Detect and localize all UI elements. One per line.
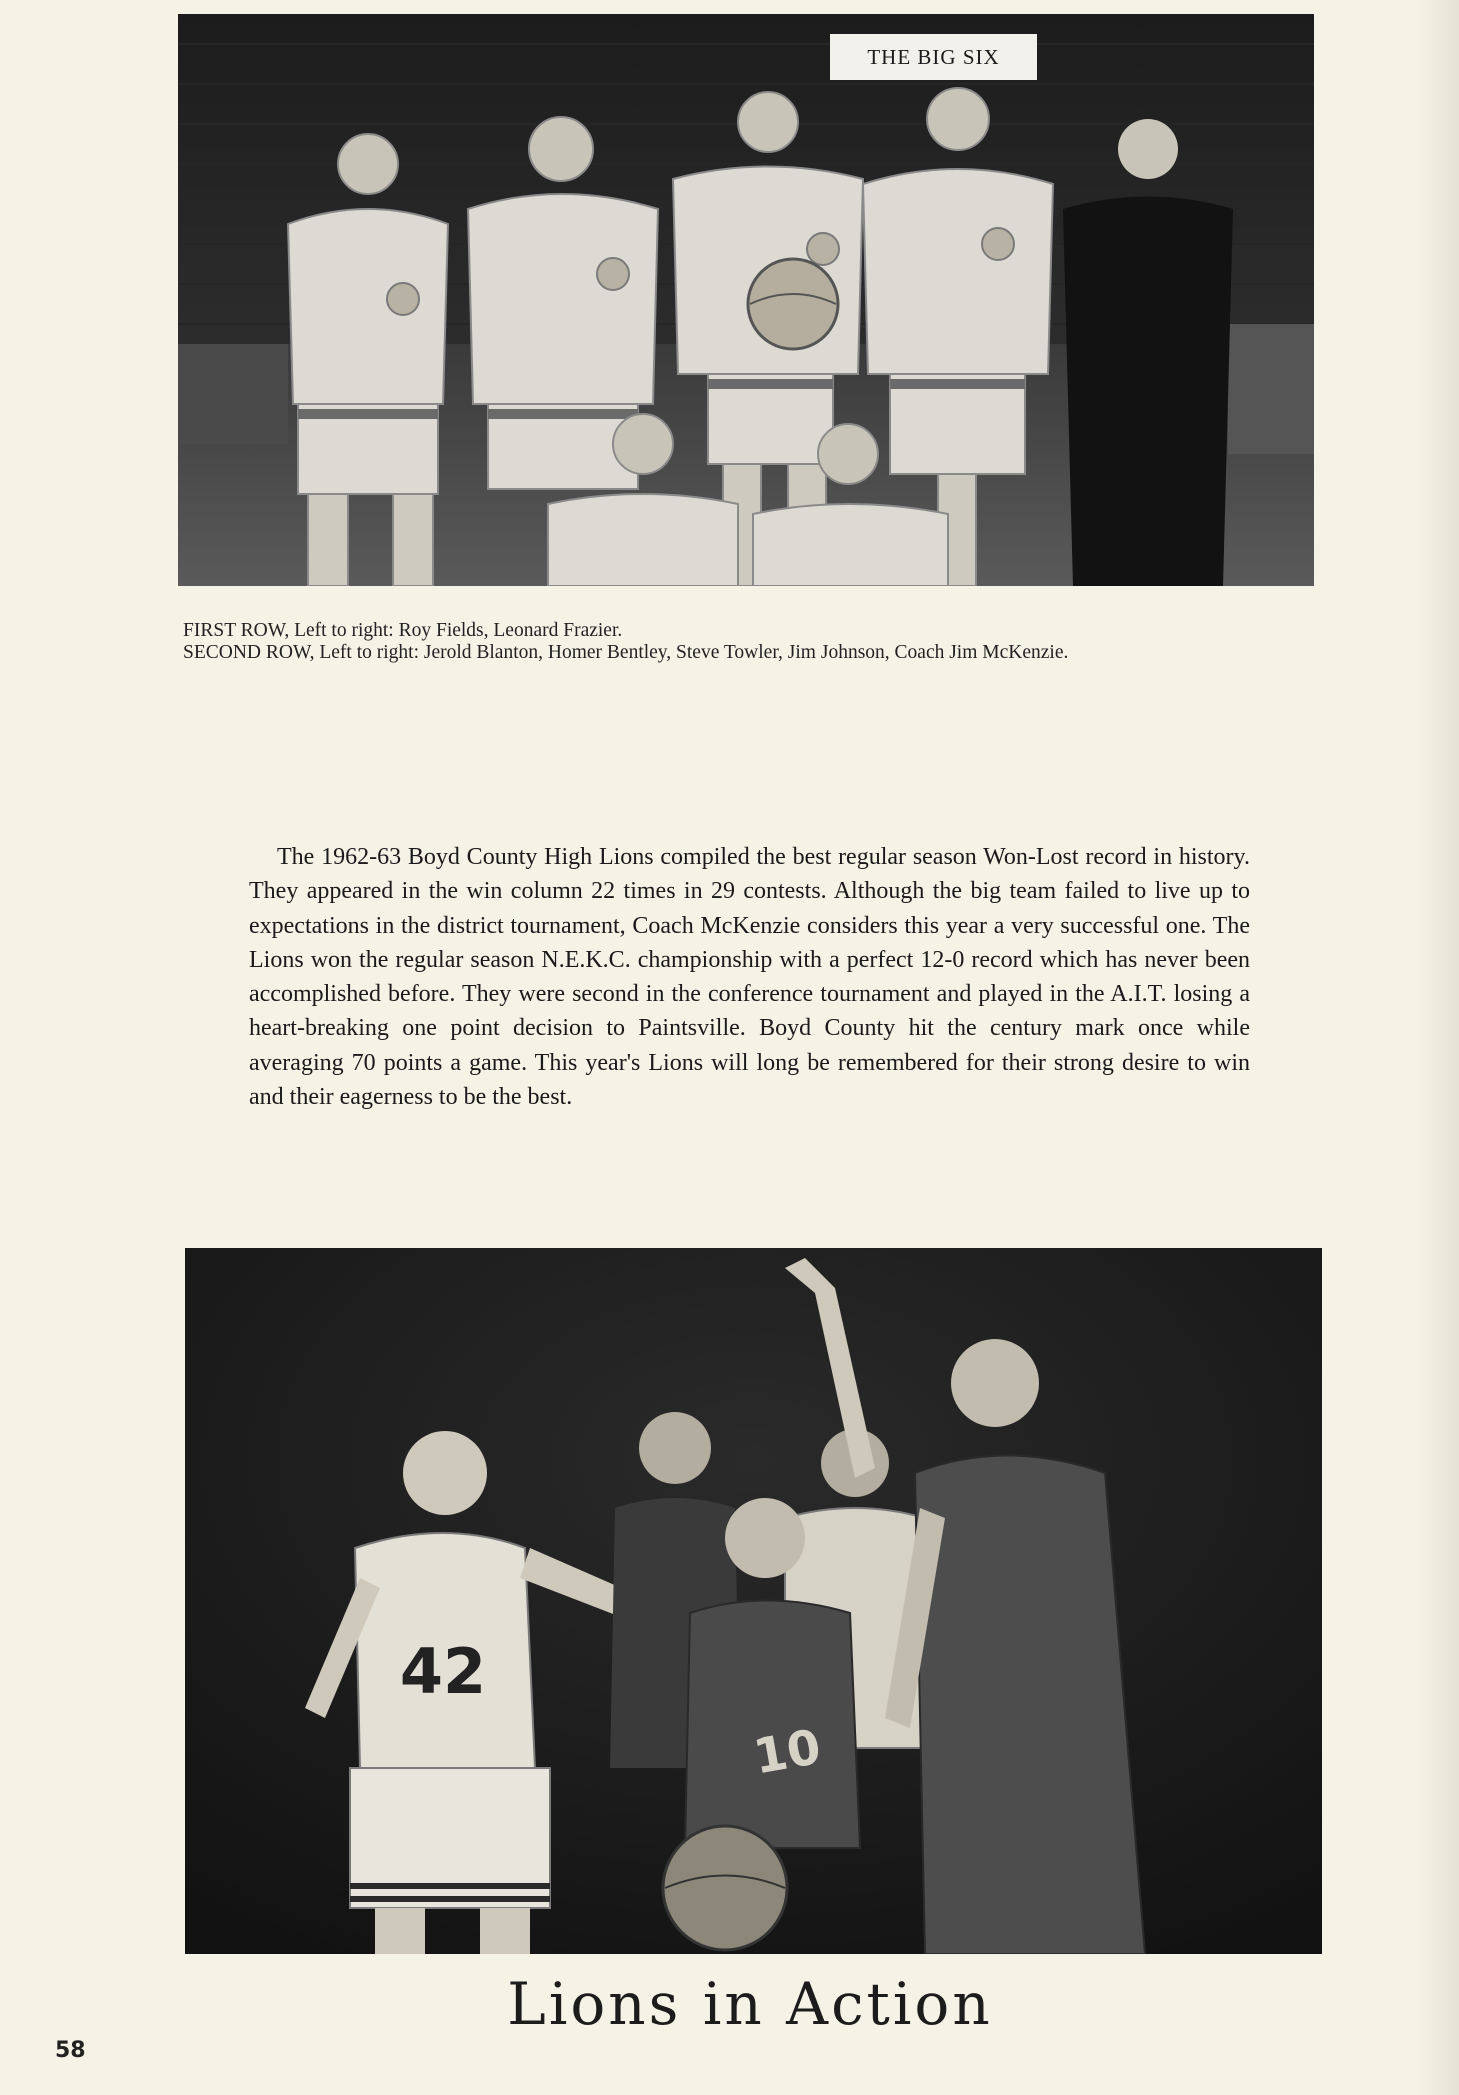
- caption-second-row: SECOND ROW, Left to right: Jerold Blanton, Homer Bentley, Steve Towler, Jim Johnson, Coach Jim McKenzie.: [183, 642, 1069, 663]
- page-number: 58: [55, 2038, 86, 2063]
- photo-title-label: THE BIG SIX: [830, 34, 1037, 80]
- team-photo: [178, 14, 1314, 586]
- center-jersey-digits: 10: [749, 1718, 825, 1786]
- caption-first-row: FIRST ROW, Left to right: Roy Fields, Leonard Frazier.: [183, 620, 623, 641]
- action-photo: [185, 1248, 1322, 1954]
- article-paragraph: The 1962-63 Boyd County High Lions compiled the best regular season Won-Lost record in history. They appeared in the win column 22 times in 29 contests. Although the big team failed to live up to expectations in the district tournament, Coach McKenzie considers this year a very successful one. The Lions won the regular season N.E.K.C. championship with a perfect 12-0 record which has never been accomplished before. They were second in the conference tournament and played in the A.I.T. losing a heart-breaking one point decision to Paintsville. Boyd County hit the century mark once while averaging 70 points a game. This year's Lions will long be remembered for their strong desire to win and their eagerness to be the best.: [249, 844, 1250, 1111]
- team-photo-illustration: [178, 14, 1314, 586]
- photo-caption: [183, 620, 1323, 664]
- jersey-number: 42: [399, 1635, 487, 1708]
- action-photo-illustration: [185, 1248, 1322, 1954]
- page-edge-shadow: [1419, 0, 1459, 2095]
- section-title: Lions in Action: [507, 1970, 993, 2038]
